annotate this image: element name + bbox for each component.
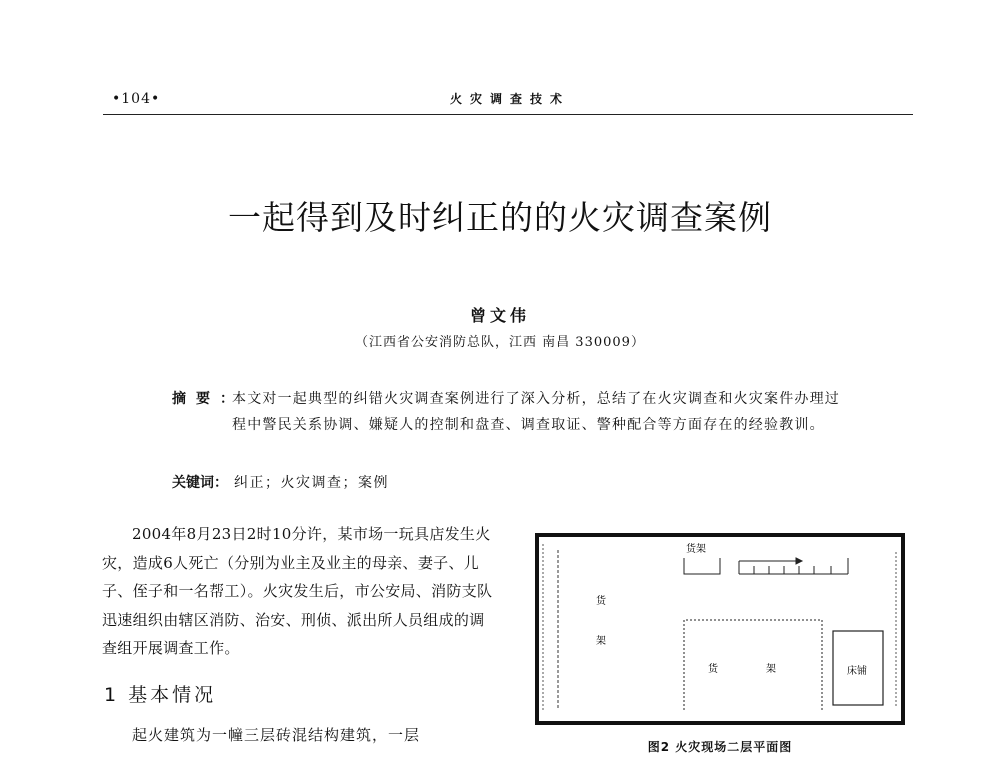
journal-name: 火灾调查技术 [449, 92, 570, 106]
top-shelf [684, 558, 848, 574]
keywords-text: 纠正；火灾调查；案例 [234, 475, 389, 491]
section-paragraph: 起火建筑为一幢三层砖混结构建筑，一层 [132, 726, 421, 744]
label-shelf-center-1: 货 [708, 664, 718, 675]
label-shelf-left-2: 架 [596, 636, 606, 647]
keywords-label: 关键词： [172, 475, 228, 491]
abstract-label: 摘要： [172, 391, 244, 407]
abstract-text: 本文对一起典型的纠错火灾调查案例进行了深入分析，总结了在火灾调查和火灾案件办理过程中警民关系协调、嫌疑人的控制和盘查、调查取证、警种配合等方面存在的经验教训。 [232, 391, 840, 433]
section-heading: 1 基本情况 [104, 684, 217, 706]
label-bed: 床铺 [847, 666, 867, 677]
article-title: 一起得到及时纠正的的火灾调查案例 [228, 198, 772, 237]
author-name: 曾文伟 [469, 306, 530, 325]
label-shelf-left-1: 货 [596, 596, 606, 607]
floor-plan-figure [534, 532, 906, 726]
author-affiliation: （江西省公安消防总队，江西 南昌 330009） [355, 335, 645, 350]
center-shelf-outline [684, 620, 822, 710]
page-number: •104• [112, 91, 161, 107]
label-shelf-top: 货架 [686, 544, 706, 555]
label-shelf-center-2: 架 [766, 664, 776, 675]
figure-caption: 图2 火灾现场二层平面图 [647, 740, 793, 754]
header-rule [103, 114, 913, 115]
intro-paragraph: 2004年8月23日2时10分许，某市场一玩具店发生火灾，造成6人死亡（分别为业主及业主的母亲、妻子、儿子、侄子和一名帮工）。火灾发生后，市公安局、消防支队迅速组织由辖区消防、治安、刑侦、派出所人员组成的调查组开展调查工作。 [102, 525, 493, 657]
